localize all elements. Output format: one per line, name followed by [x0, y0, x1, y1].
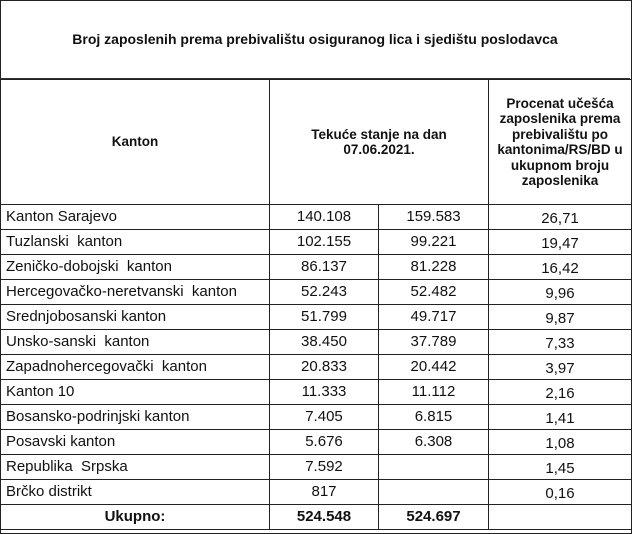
- total-row: [1, 505, 632, 530]
- employment-table: [0, 79, 632, 530]
- row-name: Zapadnohercegovački kanton: [1, 355, 270, 380]
- row-name: Republika Srpska: [1, 455, 270, 480]
- row-name: Tuzlanski kanton: [1, 230, 270, 255]
- row-percent: 3,97: [489, 355, 632, 380]
- row-name: Bosansko-podrinjski kanton: [1, 405, 270, 430]
- row-value-1: 86.137: [270, 255, 379, 280]
- row-value-1: 7.592: [270, 455, 379, 480]
- table-row: [1, 455, 632, 480]
- row-value-2: 81.228: [379, 255, 489, 280]
- row-value-2: 6.815: [379, 405, 489, 430]
- row-name: Kanton Sarajevo: [1, 205, 270, 230]
- row-value-1: 140.108: [270, 205, 379, 230]
- header-procenat: [489, 80, 632, 205]
- row-name: Hercegovačko-neretvanski kanton: [1, 280, 270, 305]
- row-percent: 9,87: [489, 305, 632, 330]
- row-name: Brčko distrikt: [1, 480, 270, 505]
- table-row: [1, 405, 632, 430]
- total-v1: 524.548: [270, 505, 379, 530]
- row-name: Kanton 10: [1, 380, 270, 405]
- row-value-2: 49.717: [379, 305, 489, 330]
- row-value-2: 159.583: [379, 205, 489, 230]
- row-percent: 16,42: [489, 255, 632, 280]
- header-row: [1, 80, 632, 205]
- total-v2: 524.697: [379, 505, 489, 530]
- row-percent: 19,47: [489, 230, 632, 255]
- row-percent: 1,45: [489, 455, 632, 480]
- row-name: Posavski kanton: [1, 430, 270, 455]
- row-value-1: 20.833: [270, 355, 379, 380]
- total-pct: [489, 505, 632, 530]
- row-percent: 2,16: [489, 380, 632, 405]
- table-row: [1, 330, 632, 355]
- table-row: [1, 255, 632, 280]
- total-label: Ukupno:: [1, 505, 270, 530]
- row-name: Unsko-sanski kanton: [1, 330, 270, 355]
- table-row: [1, 380, 632, 405]
- row-name: Zeničko-dobojski kanton: [1, 255, 270, 280]
- header-stanje: [270, 80, 489, 205]
- row-value-2: 6.308: [379, 430, 489, 455]
- row-percent: 26,71: [489, 205, 632, 230]
- row-value-2: 99.221: [379, 230, 489, 255]
- row-percent: 7,33: [489, 330, 632, 355]
- table-row: [1, 230, 632, 255]
- row-value-2: [379, 455, 489, 480]
- row-name: Srednjobosanski kanton: [1, 305, 270, 330]
- row-value-2: 52.482: [379, 280, 489, 305]
- table-row: [1, 205, 632, 230]
- row-value-2: 20.442: [379, 355, 489, 380]
- row-value-1: 11.333: [270, 380, 379, 405]
- row-value-1: 51.799: [270, 305, 379, 330]
- row-value-1: 38.450: [270, 330, 379, 355]
- row-value-1: 817: [270, 480, 379, 505]
- table-row: [1, 480, 632, 505]
- row-percent: 1,41: [489, 405, 632, 430]
- table-row: [1, 430, 632, 455]
- header-kanton: Kanton: [1, 80, 270, 205]
- row-percent: 1,08: [489, 430, 632, 455]
- row-value-2: [379, 480, 489, 505]
- row-value-1: 5.676: [270, 430, 379, 455]
- row-value-2: 37.789: [379, 330, 489, 355]
- row-value-1: 52.243: [270, 280, 379, 305]
- row-value-1: 102.155: [270, 230, 379, 255]
- header-procenat-text: Procenat učešća zaposlenika prema prebivalištu po kantonima/RS/BD u ukupnom broju zaposlenika: [497, 95, 623, 188]
- table-row: [1, 305, 632, 330]
- row-value-1: 7.405: [270, 405, 379, 430]
- row-value-2: 11.112: [379, 380, 489, 405]
- row-percent: 9,96: [489, 280, 632, 305]
- table-row: [1, 355, 632, 380]
- row-percent: 0,16: [489, 480, 632, 505]
- table-row: [1, 280, 632, 305]
- table-title: Broj zaposlenih prema prebivalištu osiguranog lica i sjedištu poslodavca: [0, 0, 630, 80]
- header-stanje-text: Tekuće stanje na dan 07.06.2021.: [311, 126, 447, 157]
